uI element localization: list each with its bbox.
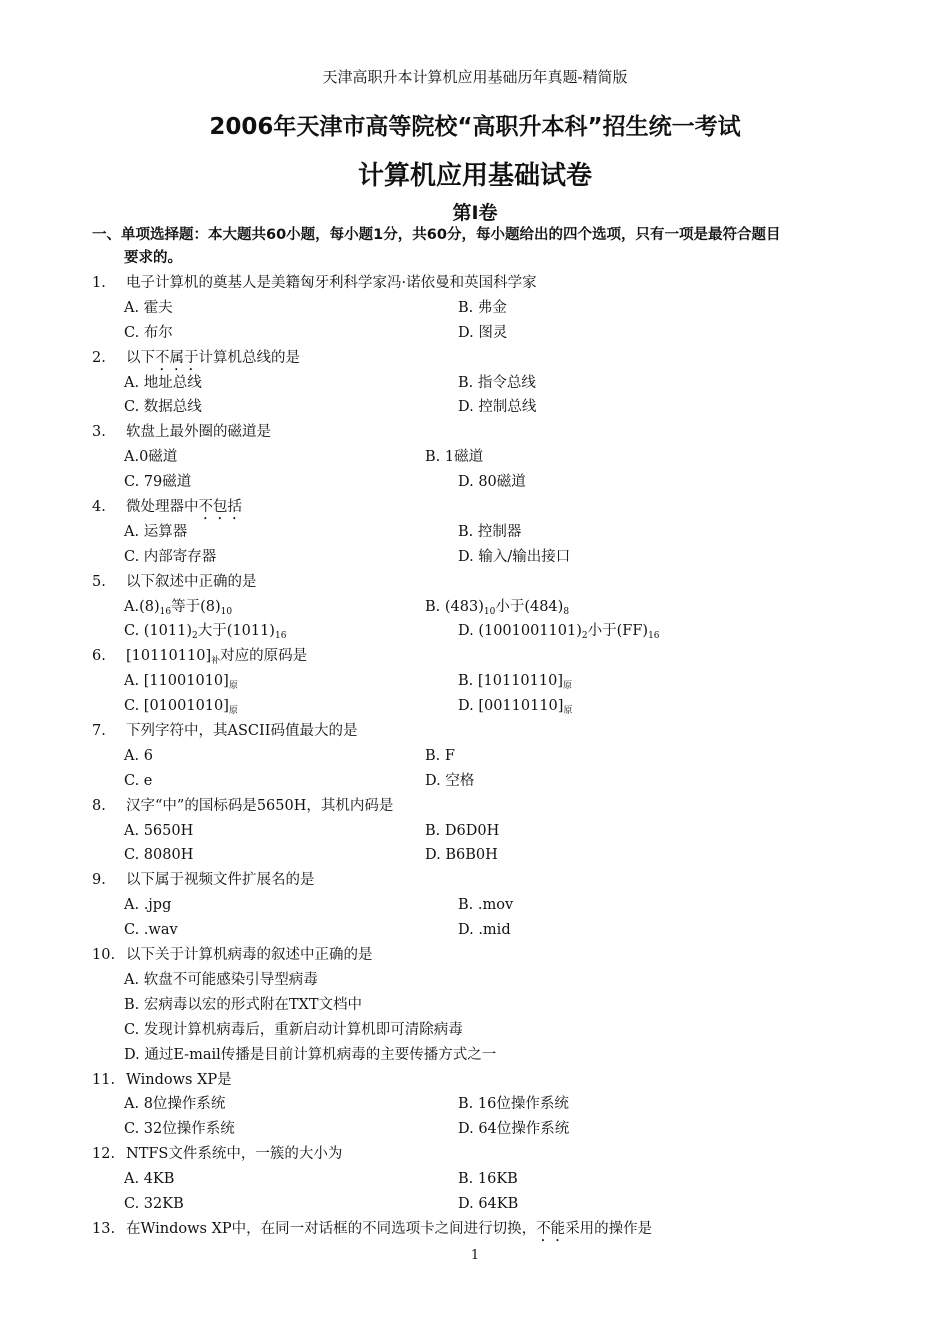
option-c: C. 数据总线 bbox=[124, 399, 202, 416]
question-text: 汉字“中”的国标码是5650H，其机内码是 bbox=[126, 797, 394, 814]
options-row bbox=[92, 470, 892, 495]
option-a: A. $[11001010]_原$ bbox=[124, 673, 238, 692]
option-d: D. 64KB bbox=[458, 1195, 519, 1212]
options-row bbox=[92, 296, 892, 321]
options-row bbox=[92, 1192, 892, 1217]
options-row bbox=[92, 744, 892, 769]
emphasis-text: 不属于 bbox=[155, 349, 199, 366]
options-row bbox=[92, 1167, 892, 1192]
options-row bbox=[92, 545, 892, 570]
question-text: 在Windows XP中，在同一对话框的不同选项卡之间进行切换，不能采用的操作是 bbox=[126, 1220, 653, 1237]
question-3 bbox=[92, 420, 892, 445]
option-c: C. $(1011)_2$大于$(1011)_{16}$ bbox=[124, 623, 287, 642]
question-text: 下列字符中，其ASCII码值最大的是 bbox=[126, 723, 358, 740]
option-a: A.0磁道 bbox=[124, 449, 178, 466]
option-d: D. $[00110110]_原$ bbox=[458, 698, 573, 717]
question-text: 软盘上最外圈的磁道是 bbox=[126, 424, 271, 441]
question-5 bbox=[92, 570, 892, 595]
options-row bbox=[92, 445, 892, 470]
question-13 bbox=[92, 1217, 892, 1242]
options-row bbox=[92, 769, 892, 794]
question-8 bbox=[92, 794, 892, 819]
option-d: D. 64位操作系统 bbox=[458, 1121, 570, 1138]
options-row bbox=[92, 968, 892, 993]
question-number: 3. bbox=[92, 424, 106, 441]
question-number: 2. bbox=[92, 349, 106, 366]
question-number: 4. bbox=[92, 499, 106, 516]
question-text: NTFS文件系统中，一簇的大小为 bbox=[126, 1146, 343, 1163]
options-row bbox=[92, 520, 892, 545]
question-number: 9. bbox=[92, 872, 106, 889]
option-c: C. .wav bbox=[124, 922, 178, 939]
option-b: B. 16KB bbox=[458, 1171, 518, 1188]
option-d: D. 通过E-mail传播是目前计算机病毒的主要传播方式之一 bbox=[124, 1046, 497, 1063]
section-instructions bbox=[92, 224, 872, 270]
question-text: Windows XP是 bbox=[126, 1071, 232, 1088]
option-d: D. 图灵 bbox=[458, 324, 508, 341]
option-b: B. 宏病毒以宏的形式附在TXT文档中 bbox=[124, 996, 363, 1013]
question-text: 以下不属于计算机总线的是 bbox=[126, 349, 300, 366]
option-a: A. 8位操作系统 bbox=[124, 1096, 226, 1113]
question-4 bbox=[92, 495, 892, 520]
question-9 bbox=[92, 868, 892, 893]
page-number: 1 bbox=[470, 1248, 480, 1263]
option-c: C. 布尔 bbox=[124, 324, 173, 341]
question-number: 7. bbox=[92, 723, 106, 740]
option-a: A. 5650H bbox=[124, 822, 194, 839]
option-c: C. 32KB bbox=[124, 1195, 184, 1212]
option-b: B. F bbox=[425, 747, 455, 764]
option-c: C. $[01001010]_原$ bbox=[124, 698, 238, 717]
question-number: 1. bbox=[92, 275, 106, 291]
question-number: 13. bbox=[92, 1220, 116, 1237]
option-b: B. 1磁道 bbox=[425, 449, 484, 466]
option-d: D. 控制总线 bbox=[458, 399, 537, 416]
options-row bbox=[92, 1018, 892, 1043]
question-12 bbox=[92, 1142, 892, 1167]
options-row bbox=[92, 918, 892, 943]
option-d: D. $(1001001101)_2$小于$(FF)_{16}$ bbox=[458, 623, 660, 642]
option-b: B. 指令总线 bbox=[458, 374, 536, 391]
options-row bbox=[92, 993, 892, 1018]
options-row bbox=[92, 819, 892, 844]
option-c: C. 8080H bbox=[124, 847, 194, 864]
options-row bbox=[92, 395, 892, 420]
option-c: C. 发现计算机病毒后，重新启动计算机即可清除病毒 bbox=[124, 1021, 463, 1038]
option-d: D. .mid bbox=[458, 922, 511, 939]
option-d: D. 80磁道 bbox=[458, 474, 526, 491]
question-2 bbox=[92, 346, 892, 371]
option-b: B. 16位操作系统 bbox=[458, 1096, 569, 1113]
question-text: 以下叙述中正确的是 bbox=[126, 573, 257, 590]
options-row bbox=[92, 1117, 892, 1142]
question-number: 5. bbox=[92, 573, 106, 590]
option-a: A. 软盘不可能感染引导型病毒 bbox=[124, 971, 318, 988]
emphasis-text: 不能 bbox=[536, 1220, 566, 1237]
options-row bbox=[92, 1092, 892, 1117]
question-number: 6. bbox=[92, 648, 106, 665]
option-a: A. .jpg bbox=[124, 897, 172, 914]
options-row bbox=[92, 893, 892, 918]
paper-title: 计算机应用基础试卷 bbox=[357, 161, 592, 191]
question-10 bbox=[92, 943, 892, 968]
options-row bbox=[92, 619, 892, 644]
option-a: A. 4KB bbox=[124, 1171, 175, 1188]
options-row bbox=[92, 694, 892, 719]
option-a: A. 地址总线 bbox=[124, 374, 202, 391]
question-1 bbox=[92, 271, 892, 296]
option-b: B. $[10110110]_原$ bbox=[458, 673, 573, 692]
option-d: D. 空格 bbox=[425, 772, 475, 789]
question-7 bbox=[92, 719, 892, 744]
question-text: 以下关于计算机病毒的叙述中正确的是 bbox=[126, 947, 373, 964]
question-text: 电子计算机的奠基人是美籍匈牙利科学家冯·诺依曼和英国科学家 bbox=[126, 275, 537, 291]
emphasis-text: 不包括 bbox=[198, 499, 242, 516]
option-b: B. $(483)_{10}$小于$(484)_8$ bbox=[425, 598, 570, 617]
question-text: $[10110110]_补$对应的原码是 bbox=[126, 648, 308, 667]
section-line-1: 一、单项选择题：本大题共60小题，每小题1分，共60分，每小题给出的四个选项，只有一项是最符合题目 bbox=[92, 227, 781, 243]
option-a: A. 运算器 bbox=[124, 523, 188, 540]
option-a: A. 6 bbox=[124, 747, 153, 764]
option-b: B. 弗金 bbox=[458, 299, 507, 316]
option-a: A. 霍夫 bbox=[124, 299, 173, 316]
options-row bbox=[92, 1043, 892, 1068]
option-d: D. 输入/输出接口 bbox=[458, 548, 571, 565]
options-row bbox=[92, 321, 892, 346]
option-c: C. e bbox=[124, 772, 153, 789]
question-number: 8. bbox=[92, 797, 106, 814]
question-text: 以下属于视频文件扩展名的是 bbox=[126, 872, 315, 889]
options-row bbox=[92, 843, 892, 868]
option-c: C. 32位操作系统 bbox=[124, 1121, 235, 1138]
options-row bbox=[92, 595, 892, 620]
question-list bbox=[92, 271, 892, 1242]
question-6 bbox=[92, 644, 892, 669]
option-b: B. D6D0H bbox=[425, 822, 500, 839]
question-number: 12. bbox=[92, 1146, 116, 1163]
options-row bbox=[92, 669, 892, 694]
option-c: C. 内部寄存器 bbox=[124, 548, 217, 565]
exam-title: 2006年天津市高等院校“高职升本科”招生统一考试 bbox=[209, 114, 741, 140]
option-d: D. B6B0H bbox=[425, 847, 498, 864]
option-c: C. 79磁道 bbox=[124, 474, 192, 491]
question-number: 10. bbox=[92, 947, 116, 964]
running-header: 天津高职升本计算机应用基础历年真题-精简版 bbox=[322, 68, 628, 86]
option-b: B. .mov bbox=[458, 897, 514, 914]
option-b: B. 控制器 bbox=[458, 523, 522, 540]
question-number: 11. bbox=[92, 1071, 116, 1088]
options-row bbox=[92, 371, 892, 396]
option-a: $A.(8)_{16}$等于$(8)_{10}$ bbox=[124, 598, 233, 617]
question-text: 微处理器中不包括 bbox=[126, 499, 242, 516]
section-line-2: 要求的。 bbox=[124, 250, 182, 266]
question-11 bbox=[92, 1068, 892, 1093]
volume-label: 第I卷 bbox=[452, 202, 498, 224]
